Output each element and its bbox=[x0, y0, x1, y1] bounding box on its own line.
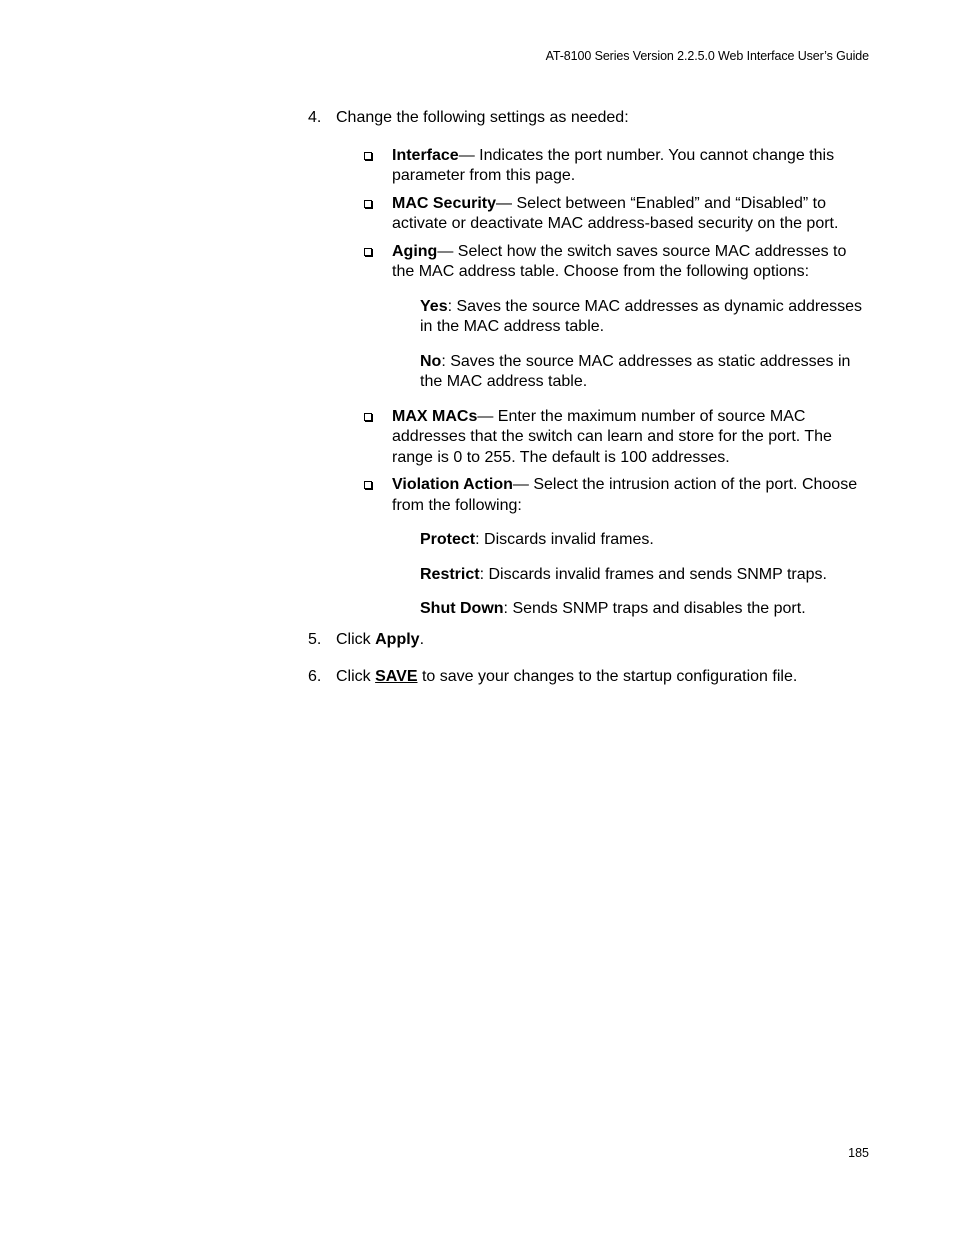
save-link[interactable]: SAVE bbox=[375, 668, 418, 685]
checkbox-bullet-icon bbox=[364, 152, 372, 160]
setting-description: — Select how the switch saves source MAC addresses to the MAC address table. Choose from the following options: bbox=[392, 242, 847, 280]
step-text-suffix: . bbox=[419, 630, 425, 648]
option-description: : Saves the source MAC addresses as static addresses in the MAC address table. bbox=[420, 352, 851, 390]
setting-description: — Select the intrusion action of the port. Choose from the following: bbox=[392, 476, 858, 514]
step-5 bbox=[308, 630, 873, 651]
list-item-max-macs bbox=[336, 407, 873, 469]
option-term: Restrict bbox=[420, 565, 480, 583]
setting-term: MAX MACs bbox=[392, 407, 478, 425]
step-text: Change the following settings as needed: bbox=[336, 109, 629, 126]
option-description: : Discards invalid frames. bbox=[475, 531, 654, 548]
step-text-prefix: Click bbox=[336, 668, 376, 685]
option-shut-down bbox=[420, 599, 873, 620]
step-4 bbox=[308, 108, 873, 620]
step-number: 4. bbox=[308, 109, 322, 126]
option-term: Protect bbox=[420, 531, 476, 548]
page-number: 185 bbox=[848, 1146, 869, 1160]
settings-list-continued bbox=[336, 407, 873, 517]
apply-button-reference: Apply bbox=[375, 630, 420, 648]
step-text-prefix: Click bbox=[336, 630, 376, 648]
list-item-interface bbox=[336, 146, 873, 187]
checkbox-bullet-icon bbox=[364, 413, 372, 421]
option-description: : Discards invalid frames and sends SNMP traps. bbox=[479, 565, 827, 583]
setting-description: — Indicates the port number. You cannot change this parameter from this page. bbox=[392, 146, 835, 184]
step-text-suffix: to save your changes to the startup configuration file. bbox=[417, 668, 798, 685]
option-term: No bbox=[420, 352, 442, 370]
running-header: AT-8100 Series Version 2.2.5.0 Web Interface User’s Guide bbox=[545, 49, 869, 63]
option-term: Shut Down bbox=[420, 600, 504, 617]
setting-term: Interface bbox=[392, 146, 459, 164]
settings-list bbox=[336, 146, 873, 283]
option-description: : Sends SNMP traps and disables the port. bbox=[503, 600, 806, 617]
checkbox-bullet-icon bbox=[364, 248, 372, 256]
setting-term: Aging bbox=[392, 242, 438, 260]
aging-options bbox=[336, 297, 873, 393]
step-number: 6. bbox=[308, 668, 322, 685]
checkbox-bullet-icon bbox=[364, 481, 372, 489]
step-6 bbox=[308, 667, 873, 688]
list-item-violation-action bbox=[336, 475, 873, 516]
violation-options bbox=[336, 530, 873, 620]
procedure-content bbox=[308, 108, 873, 688]
option-yes bbox=[420, 297, 873, 338]
list-item-mac-security bbox=[336, 194, 873, 235]
option-protect bbox=[420, 530, 873, 551]
setting-term: Violation Action bbox=[392, 476, 513, 493]
option-description: : Saves the source MAC addresses as dynamic addresses in the MAC address table. bbox=[420, 297, 863, 335]
list-item-aging bbox=[336, 242, 873, 283]
option-no bbox=[420, 352, 873, 393]
setting-term: MAC Security bbox=[392, 194, 497, 212]
checkbox-bullet-icon bbox=[364, 200, 372, 208]
option-restrict bbox=[420, 565, 873, 586]
option-term: Yes bbox=[420, 297, 448, 315]
setting-description: — Select between “Enabled” and “Disabled” to activate or deactivate MAC address-based security on the port. bbox=[392, 194, 839, 232]
step-number: 5. bbox=[308, 630, 322, 648]
setting-description: — Enter the maximum number of source MAC addresses that the switch can learn and store for the port. The range is 0 to 255. The default is 100 addresses. bbox=[392, 407, 832, 466]
